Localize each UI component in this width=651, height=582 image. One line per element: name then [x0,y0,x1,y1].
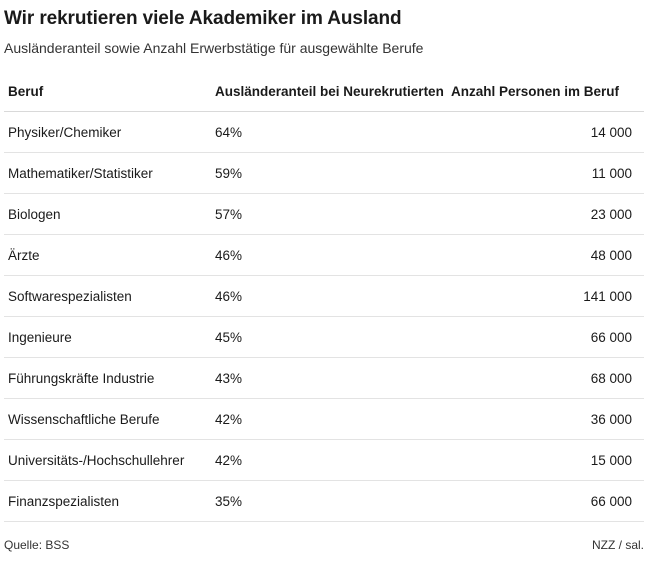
header-row [4,71,644,112]
column-header-beruf: Beruf [4,71,215,112]
cell-auslaenderanteil: 46% [215,276,451,317]
table-row [4,235,644,276]
cell-beruf: Mathematiker/Statistiker [4,153,215,194]
table-body [4,112,644,522]
column-header-anzahl: Anzahl Personen im Beruf [451,71,644,112]
cell-anzahl: 68 000 [451,358,644,399]
table-row [4,358,644,399]
chart-title: Wir rekrutieren viele Akademiker im Ausland [4,8,402,29]
cell-auslaenderanteil: 35% [215,481,451,522]
cell-beruf: Physiker/Chemiker [4,112,215,153]
cell-anzahl: 15 000 [451,440,644,481]
table-row [4,194,644,235]
cell-anzahl: 48 000 [451,235,644,276]
cell-anzahl: 66 000 [451,317,644,358]
cell-auslaenderanteil: 46% [215,235,451,276]
cell-anzahl: 141 000 [451,276,644,317]
table-row [4,440,644,481]
cell-auslaenderanteil: 42% [215,399,451,440]
cell-beruf: Wissenschaftliche Berufe [4,399,215,440]
cell-auslaenderanteil: 59% [215,153,451,194]
chart-subtitle: Ausländeranteil sowie Anzahl Erwerbstätige für ausgewählte Berufe [4,40,424,56]
cell-beruf: Universitäts-/Hochschullehrer [4,440,215,481]
table-row [4,317,644,358]
cell-anzahl: 36 000 [451,399,644,440]
table-row [4,481,644,522]
cell-beruf: Softwarespezialisten [4,276,215,317]
cell-auslaenderanteil: 64% [215,112,451,153]
data-table [4,71,644,522]
table-row [4,399,644,440]
cell-anzahl: 23 000 [451,194,644,235]
cell-auslaenderanteil: 43% [215,358,451,399]
cell-beruf: Biologen [4,194,215,235]
column-header-auslaenderanteil: Ausländeranteil bei Neurekrutierten [215,71,451,112]
table-row [4,112,644,153]
cell-beruf: Führungskräfte Industrie [4,358,215,399]
source-note: Quelle: BSS [4,538,70,552]
cell-anzahl: 66 000 [451,481,644,522]
cell-anzahl: 11 000 [451,153,644,194]
cell-auslaenderanteil: 42% [215,440,451,481]
cell-anzahl: 14 000 [451,112,644,153]
table-row [4,276,644,317]
cell-auslaenderanteil: 57% [215,194,451,235]
cell-beruf: Ingenieure [4,317,215,358]
table-row [4,153,644,194]
cell-beruf: Finanzspezialisten [4,481,215,522]
cell-beruf: Ärzte [4,235,215,276]
credit-note: NZZ / sal. [591,538,644,552]
cell-auslaenderanteil: 45% [215,317,451,358]
